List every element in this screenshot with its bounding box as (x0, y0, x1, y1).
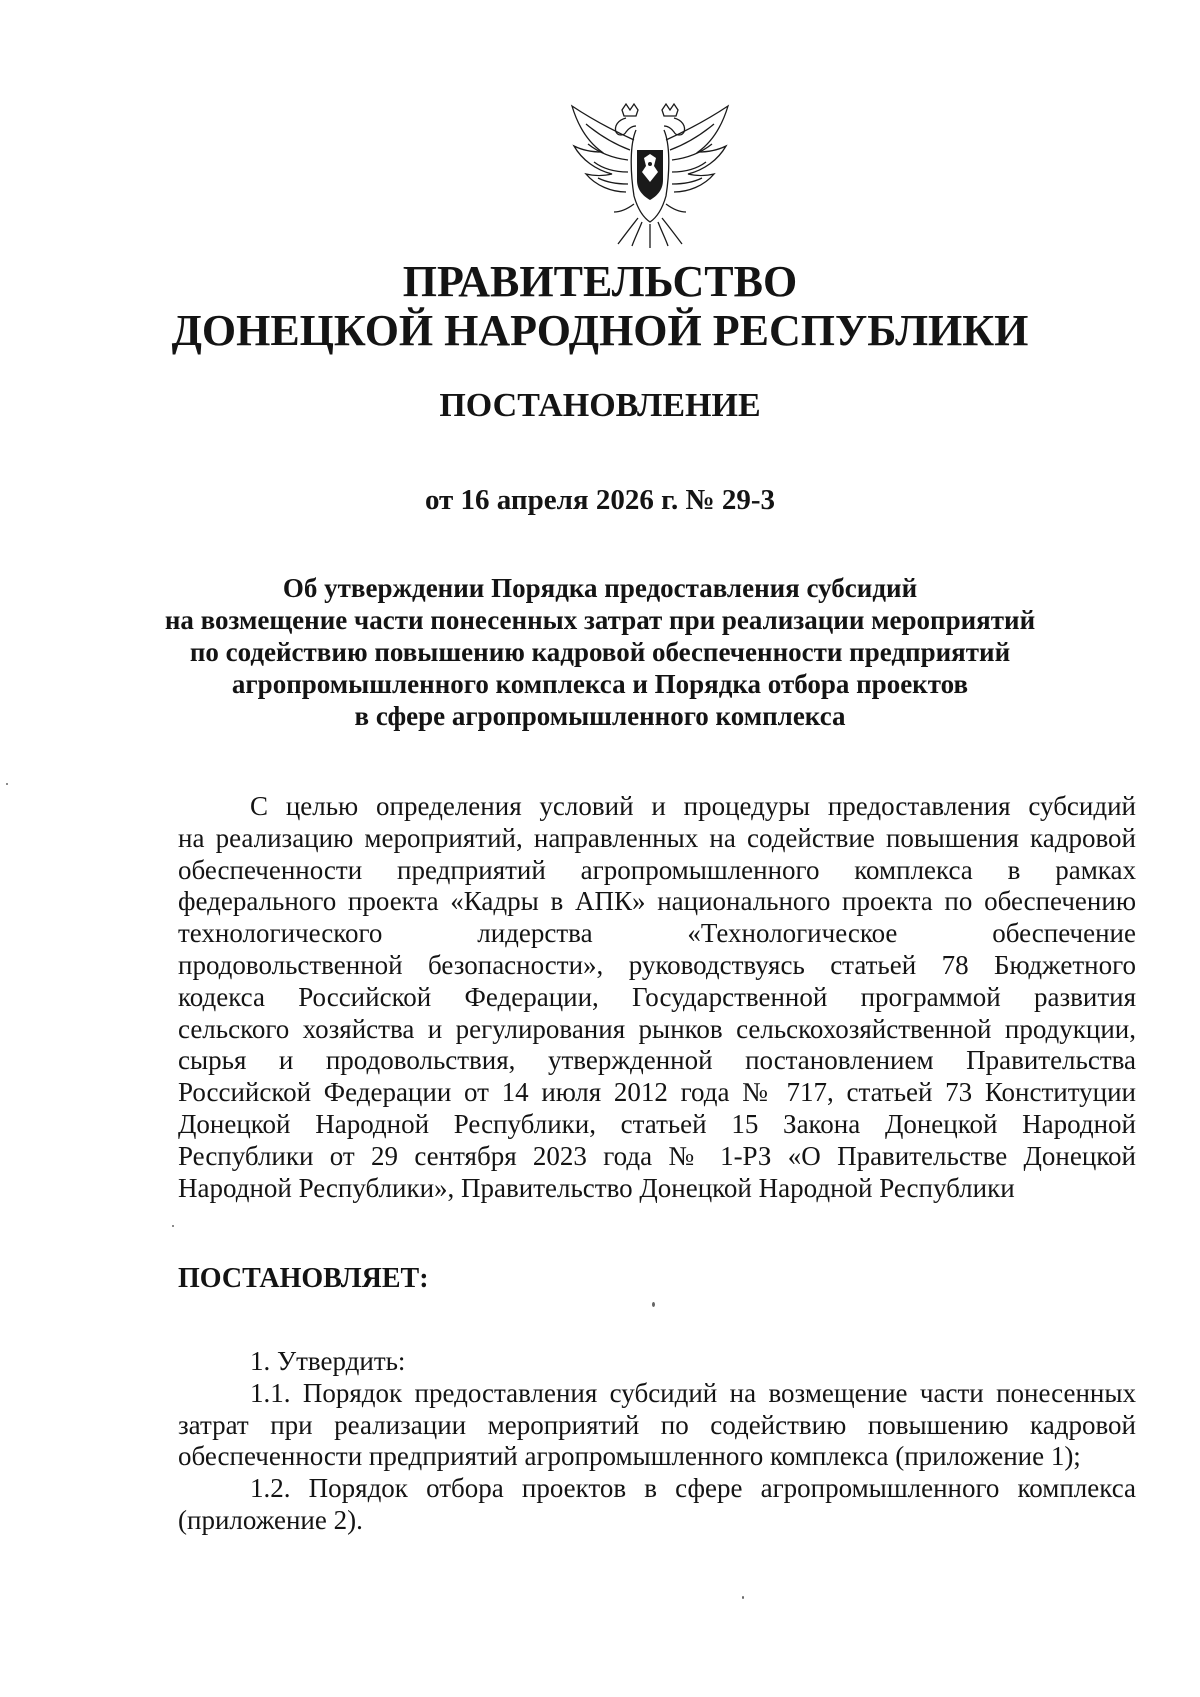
preamble-line: сельского хозяйства и регулирования рынков сельскохозяйственной продукции, (178, 1013, 1136, 1044)
preamble-line: Республики от 29 сентября 2023 года № 1-РЗ «О Правительстве Донецкой (178, 1140, 1136, 1171)
subject-line: в сфере агропромышленного комплекса (354, 701, 846, 731)
preamble-line: обеспеченности предприятий агропромышленного комплекса в рамках (178, 854, 1136, 885)
document-type: ПОСТАНОВЛЕНИЕ (439, 387, 761, 424)
decree-heading: ПОСТАНОВЛЯЕТ: (178, 1263, 429, 1294)
item-line: 1.2. Порядок отбора проектов в сфере агропромышленного комплекса (250, 1473, 1136, 1504)
scan-speck (652, 1302, 655, 1307)
subject-line: на возмещение части понесенных затрат при реализации мероприятий (164, 605, 1036, 635)
item-line: обеспеченности предприятий агропромышленного комплекса (приложение 1); (178, 1441, 1081, 1472)
preamble-paragraph (178, 791, 1136, 1204)
preamble-line: технологического лидерства «Технологическое обеспечение (178, 918, 1136, 949)
decree-items (178, 1346, 1136, 1537)
preamble-line: сырья и продовольствия, утвержденной постановлением Правительства (178, 1045, 1136, 1076)
document-date-number: от 16 апреля 2026 г. № 29-3 (424, 484, 776, 516)
preamble-line: продовольственной безопасности», руководствуясь статьей 78 Бюджетного (178, 949, 1136, 980)
scan-speck (6, 783, 8, 785)
document-subject (150, 572, 1050, 732)
government-title-line2: ДОНЕЦКОЙ НАРОДНОЙ РЕСПУБЛИКИ (171, 306, 1029, 355)
double-headed-eagle-coat-of-arms-icon (564, 100, 736, 250)
preamble-line: Донецкой Народной Республики, статьей 15 Закона Донецкой Народной (178, 1108, 1136, 1139)
preamble-line: кодекса Российской Федерации, Государственной программой развития (178, 981, 1136, 1012)
scan-speck (172, 1225, 174, 1227)
item-line: 1.1. Порядок предоставления субсидий на возмещение части понесенных (250, 1377, 1136, 1408)
item-line: (приложение 2). (178, 1504, 363, 1535)
preamble-line: на реализацию мероприятий, направленных на содействие повышения кадровой (178, 822, 1136, 853)
preamble-line: федерального проекта «Кадры в АПК» национального проекта по обеспечению (178, 886, 1136, 917)
subject-line: Об утверждении Порядка предоставления субсидий (282, 573, 918, 603)
item-line: 1. Утвердить: (250, 1346, 406, 1376)
item-line: затрат при реализации мероприятий по содействию повышению кадровой (178, 1409, 1136, 1440)
scan-speck (742, 1596, 744, 1599)
subject-line: по содействию повышению кадровой обеспеченности предприятий (189, 637, 1011, 667)
preamble-line: Народной Республики», Правительство Донецкой Народной Республики (178, 1172, 1015, 1203)
government-title-line1: ПРАВИТЕЛЬСТВО (402, 257, 798, 306)
preamble-line: С целью определения условий и процедуры предоставления субсидий (250, 791, 1136, 821)
subject-line: агропромышленного комплекса и Порядка отбора проектов (231, 669, 969, 699)
preamble-line: Российской Федерации от 14 июля 2012 года № 717, статьей 73 Конституции (178, 1077, 1136, 1108)
